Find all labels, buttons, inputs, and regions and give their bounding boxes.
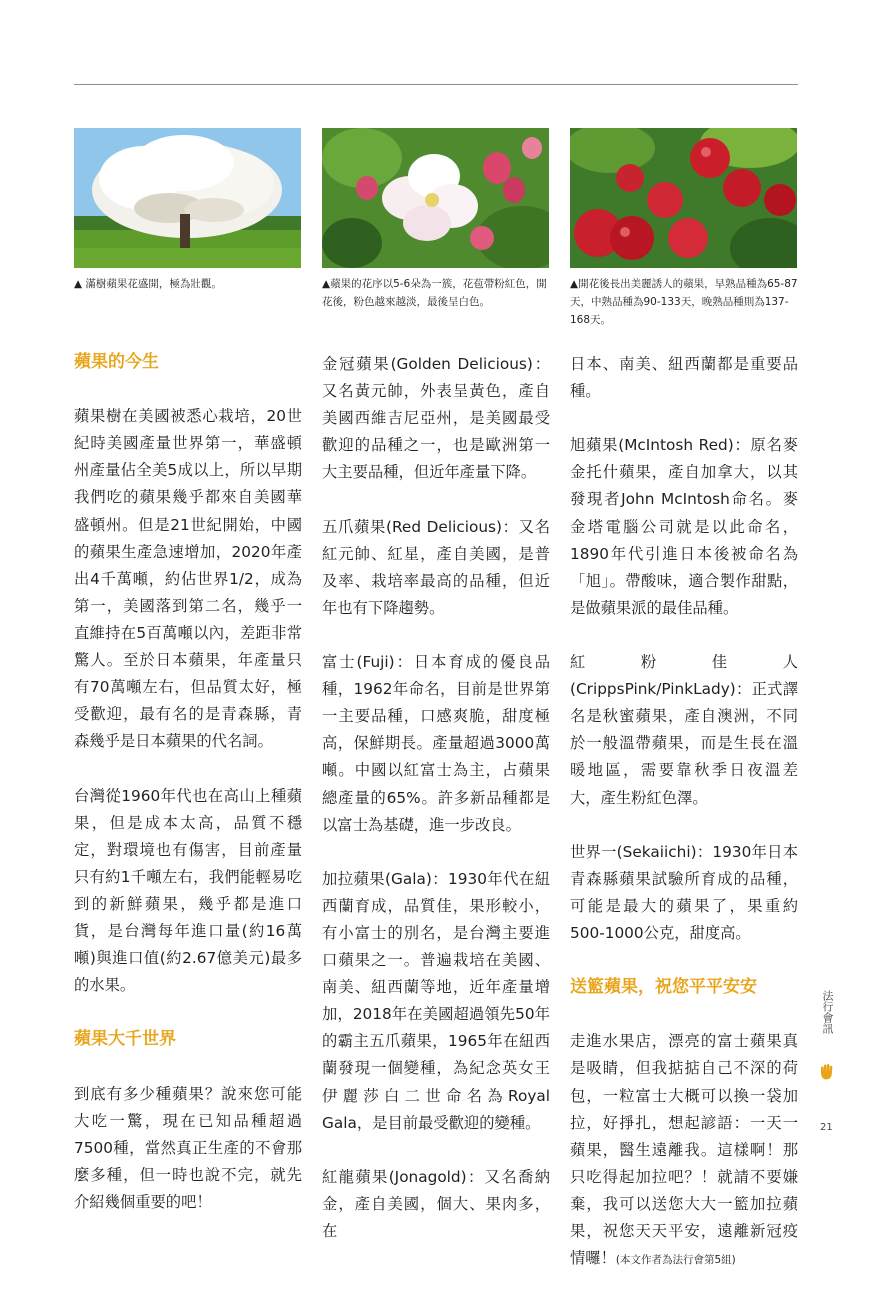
paragraph-golden-delicious: 金冠蘋果(Golden Delicious)：又名黃元帥，外表呈黃色，產自美國西維吉尼亞州，是美國最受歡迎的品種之一，也是歐洲第一大主要品種，但近年產量下降。 [322,355,550,482]
article-column-1 [74,349,302,1243]
paragraph: 台灣從1960年代也在高山上種蘋果，但是成本太高，品質不穩定，對環境也有傷害，目前產量只有約1千噸左右，我們能輕易吃到的新鮮蘋果，幾乎都是進口貨，是台灣每年進口量(約16萬噸)與進口值(約2.67億美元)最多的水果。 [74,786,302,995]
paragraph-gala: 加拉蘋果(Gala)：1930年代在紐西蘭育成，品質佳，果形較小，有小富士的別名，是台灣主要進口蘋果之一。普遍栽培在美國、南美、紐西蘭等地，近年產量增加，2018年在美國超過領先50年的霸主五爪蘋果，1965年在紐西蘭發現一個變種，為紀念英女王伊麗莎白二世命名為Royal Gala，是目前最受歡迎的變種。 [322,869,550,1132]
paragraph-mcintosh: 旭蘋果(McIntosh Red)：原名麥金托什蘋果，產自加拿大，以其發現者John McIntosh命名。麥金塔電腦公司就是以此命名，1890年代引進日本後被命名為「旭」。帶酸味，適合製作甜點，是做蘋果派的最佳品種。 [570,436,798,617]
caption-apples: ▲開花後長出美麗誘人的蘋果，早熟品種為65-87天，中熟品種為90-133天，晚熟品種則為137-168天。 [570,278,798,326]
paragraph-pink-lady: 紅粉佳人(CrippsPink/PinkLady)：正式譯名是秋蜜蘋果，產自澳洲，不同於一般溫帶蘋果，而是生長在溫暖地區，需要靠秋季日夜溫差大，產生粉紅色澤。 [570,653,798,807]
paragraph: 蘋果樹在美國被悉心栽培，20世紀時美國產量世界第一，華盛頓州產量佔全美5成以上，所以早期我們吃的蘋果幾乎都來自美國華盛頓州。但是21世紀開始，中國的蘋果生產急速增加，2020年產出4千萬噸，約佔世界1/2，成為第一，美國落到第二名，幾乎一直維持在5百萬噸以內，差距非常驚人。至於日本蘋果，年產量只有70萬噸左右，但品質太好，極受歡迎，最有名的是青森縣，青森幾乎是日本蘋果的代名詞。 [74,407,302,751]
paragraph-fuji: 富士(Fuji)：日本育成的優良品種，1962年命名，目前是世界第一主要品種，口感爽脆，甜度極高，保鮮期長。產量超過3000萬噸。中國以紅富士為主，占蘋果總產量的65%。許多新品種都是以富士為基礎，進一步改良。 [322,653,550,834]
closing-text: 走進水果店，漂亮的富士蘋果真是吸睛，但我掂掂自己不深的荷包，一粒富士大概可以換一袋加拉，好掙扎，想起諺語：一天一蘋果，醫生遠離我。這樣啊！那只吃得起加拉吧？！就請不要嫌棄，我可以送您大大一籃加拉蘋果，祝您天天平安，遠離新冠疫情囉！ [570,1032,798,1268]
caption-blossom: ▲蘋果的花序以5-6朵為一簇，花苞帶粉紅色，開花後，粉色越來越淡，最後呈白色。 [322,278,547,308]
author-note: (本文作者為法行會第5組) [615,1254,736,1267]
paragraph-jonagold-cont: 日本、南美、紐西蘭都是重要品種。 [570,355,798,401]
caption-tree: ▲ 滿樹蘋果花盛開，極為壯觀。 [74,278,222,290]
page-number: 21 [820,1122,833,1133]
heading-apple-world: 蘋果大千世界 [74,1029,176,1050]
paragraph-jonagold: 紅龍蘋果(Jonagold)：又名喬納金，產自美國，個大、果肉多，在 [322,1167,550,1240]
apple-blossom-photo [322,128,549,268]
red-apples-photo [570,128,797,268]
article-column-2 [322,351,550,1272]
heading-apple-basket: 送籃蘋果，祝您平平安安 [570,977,757,998]
paragraph-sekaiichi: 世界一(Sekaiichi)：1930年日本青森縣蘋果試驗所育成的品種，可能是最大的蘋果了，果重約500-1000公克，甜度高。 [570,842,798,942]
top-rule [74,84,798,85]
paragraph-red-delicious: 五爪蘋果(Red Delicious)：又名紅元帥、紅星，產自美國，是普及率、栽培率最高的品種，但近年也有下降趨勢。 [322,517,550,617]
paragraph: 到底有多少種蘋果？說來您可能大吃一驚，現在已知品種超過7500種，當然真正生產的不會那麼多種，但一時也說不完，就先介紹幾個重要的吧！ [74,1084,302,1211]
apple-tree-photo [74,128,301,268]
paragraph-closing [570,1028,798,1274]
hand-logo-icon [818,1063,836,1081]
heading-apple-today: 蘋果的今生 [74,352,159,372]
publication-title: 法行會訊 [821,990,834,1034]
article-column-3 [570,351,798,1301]
